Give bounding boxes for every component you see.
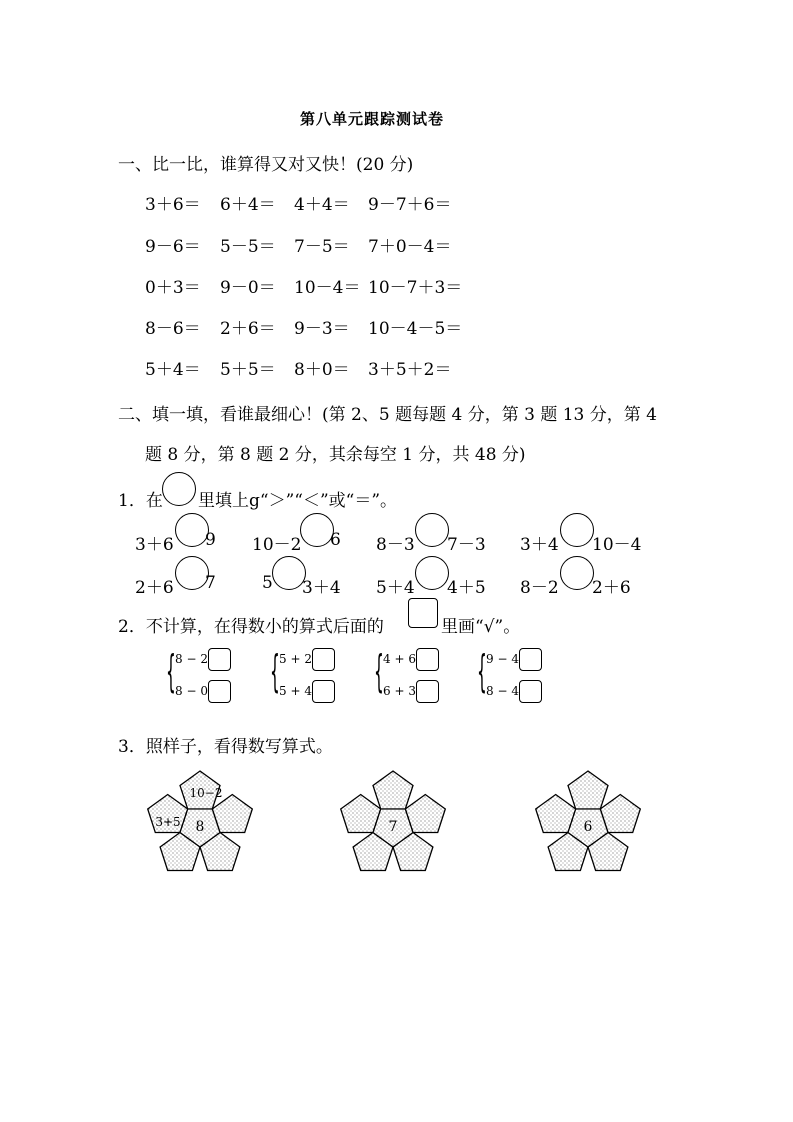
brace-1: { <box>166 646 176 697</box>
section2-heading-line2: 题 8 分，第 8 题 2 分，其余每空 1 分，共 48 分) <box>145 445 526 465</box>
equation-2-3: 7－5＝ <box>294 237 350 257</box>
equation-1-3: 4＋4＝ <box>294 195 350 215</box>
flower-3 <box>536 771 641 871</box>
equation-5-3: 8＋0＝ <box>294 360 350 380</box>
flower-2 <box>341 771 446 871</box>
page-title: 第八单元跟踪测试卷 <box>300 110 445 128</box>
equation-4-2: 2＋6＝ <box>220 319 276 339</box>
q2-expr-top-2: 5 + 2 <box>279 652 312 666</box>
brace-3: { <box>374 646 384 697</box>
equation-5-1: 5＋4＝ <box>145 360 201 380</box>
compare-right-2-3: 4＋5 <box>447 578 486 598</box>
flower-center-number-1: 8 <box>195 819 205 835</box>
equation-3-2: 9－0＝ <box>220 278 276 298</box>
q3-heading: 3．照样子，看得数写算式。 <box>118 737 333 757</box>
compare-right-2-2: 3＋4 <box>302 578 341 598</box>
compare-left-1-2: 10－2 <box>252 535 302 555</box>
q1-suffix: 里填上g“＞”“＜”或“＝”。 <box>198 491 398 511</box>
equation-2-2: 5－5＝ <box>220 237 276 257</box>
q2-expr-top-3: 4 + 6 <box>383 652 416 666</box>
equation-1-1: 3＋6＝ <box>145 195 201 215</box>
compare-right-1-2: 6 <box>330 530 341 550</box>
q2-expr-bottom-2: 5 + 4 <box>279 684 312 698</box>
compare-left-2-1: 2＋6 <box>135 578 174 598</box>
compare-left-1-1: 3＋6 <box>135 535 174 555</box>
section2-heading-line1: 二、填一填，看谁最细心！(第 2、5 题每题 4 分，第 3 题 13 分，第 4 <box>118 405 657 425</box>
compare-right-1-3: 7－3 <box>447 535 486 555</box>
equation-1-4: 9－7＋6＝ <box>368 195 452 215</box>
compare-right-1-4: 10－4 <box>592 535 642 555</box>
compare-right-1-1: 9 <box>205 530 216 550</box>
equation-3-4: 10－7＋3＝ <box>368 278 463 298</box>
compare-left-2-3: 5＋4 <box>376 578 415 598</box>
compare-left-2-4: 8－2 <box>520 578 559 598</box>
outer-pentagon-3-1[interactable] <box>568 771 608 809</box>
flower-center-number-3: 6 <box>583 819 593 835</box>
flower-left-expression-1: 3+5 <box>155 815 181 829</box>
brace-4: { <box>477 646 487 697</box>
q2-prefix: 2．不计算，在得数小的算式后面的 <box>118 617 384 637</box>
brace-2: { <box>270 646 280 697</box>
compare-right-2-1: 7 <box>205 573 216 593</box>
equation-5-2: 5＋5＝ <box>220 360 276 380</box>
equation-4-3: 9－3＝ <box>294 319 350 339</box>
equation-2-1: 9－6＝ <box>145 237 201 257</box>
compare-left-1-4: 3＋4 <box>520 535 559 555</box>
flower-center-number-2: 7 <box>388 819 398 835</box>
equation-5-4: 3＋5＋2＝ <box>368 360 452 380</box>
equation-1-2: 6＋4＝ <box>220 195 276 215</box>
equation-4-1: 8－6＝ <box>145 319 201 339</box>
compare-left-1-3: 8－3 <box>376 535 415 555</box>
compare-left-2-2: 5 <box>262 573 273 593</box>
outer-pentagon-2-1[interactable] <box>373 771 413 809</box>
section1-heading: 一、比一比，谁算得又对又快！(20 分) <box>118 155 414 175</box>
equation-3-3: 10－4＝ <box>294 278 361 298</box>
q2-suffix: 里画“√”。 <box>441 617 521 637</box>
compare-right-2-4: 2＋6 <box>592 578 631 598</box>
q2-expr-bottom-3: 6 + 3 <box>383 684 416 698</box>
flower-top-expression-1: 10−2 <box>189 786 223 800</box>
q2-expr-bottom-4: 8 − 4 <box>486 684 519 698</box>
q1-prefix: 1．在 <box>118 491 163 511</box>
equation-4-4: 10－4－5＝ <box>368 319 463 339</box>
equation-3-1: 0＋3＝ <box>145 278 201 298</box>
equation-2-4: 7＋0－4＝ <box>368 237 452 257</box>
q2-expr-bottom-1: 8 − 0 <box>175 684 208 698</box>
q2-expr-top-1: 8 − 2 <box>175 652 208 666</box>
q2-expr-top-4: 9 − 4 <box>486 652 519 666</box>
flower-1 <box>148 771 253 871</box>
